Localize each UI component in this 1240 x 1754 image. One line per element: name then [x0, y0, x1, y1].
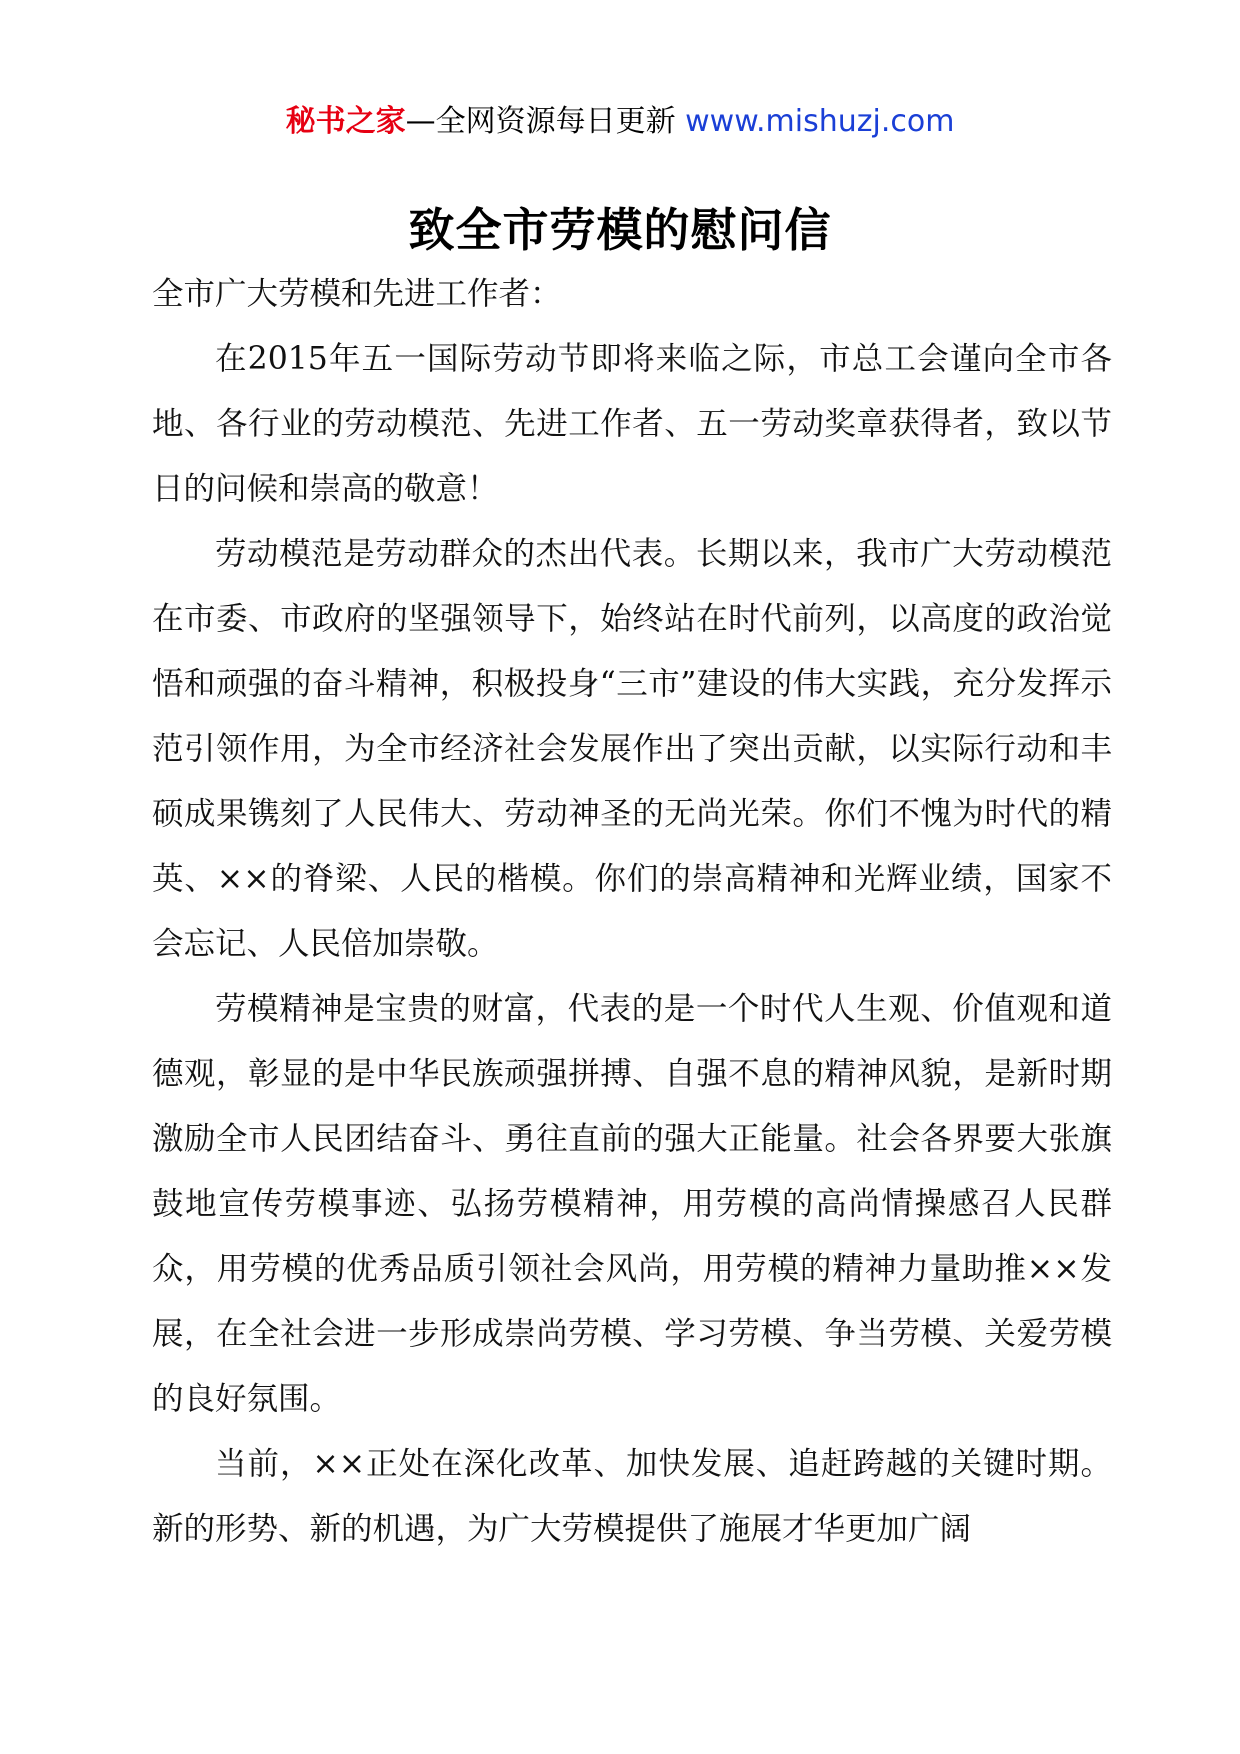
letter-paragraph: 在2015年五一国际劳动节即将来临之际，市总工会谨向全市各地、各行业的劳动模范、先进工作者、五一劳动奖章获得者，致以节日的问候和崇高的敬意！	[152, 341, 1112, 507]
site-brand: 秘书之家	[285, 104, 406, 139]
site-header	[0, 98, 1240, 146]
letter-paragraph: 当前，××正处在深化改革、加快发展、追赶跨越的关键时期。新的形势、新的机遇，为广大劳模提供了施展才华更加广阔	[152, 1446, 1112, 1547]
letter-paragraph: 劳模精神是宝贵的财富，代表的是一个时代人生观、价值观和道德观，彰显的是中华民族顽强拼搏、自强不息的精神风貌，是新时期激励全市人民团结奋斗、勇往直前的强大正能量。社会各界要大张旗鼓地宣传劳模事迹、弘扬劳模精神，用劳模的高尚情操感召人民群众，用劳模的优秀品质引领社会风尚，用劳模的精神力量助推××发展，在全社会进一步形成崇尚劳模、学习劳模、争当劳模、关爱劳模的良好氛围。	[152, 991, 1112, 1417]
letter-body	[152, 262, 1112, 1562]
site-slogan: —全网资源每日更新	[405, 104, 676, 139]
letter-paragraph: 劳动模范是劳动群众的杰出代表。长期以来，我市广大劳动模范在市委、市政府的坚强领导下，始终站在时代前列，以高度的政治觉悟和顽强的奋斗精神，积极投身“三市”建设的伟大实践，充分发挥示范引领作用，为全市经济社会发展作出了突出贡献，以实际行动和丰硕成果镌刻了人民伟大、劳动神圣的无尚光荣。你们不愧为时代的精英、××的脊梁、人民的楷模。你们的崇高精神和光辉业绩，国家不会忘记、人民倍加崇敬。	[152, 536, 1112, 962]
letter-salutation: 全市广大劳模和先进工作者：	[152, 276, 562, 312]
document-title: 致全市劳模的慰问信	[408, 203, 832, 257]
site-url-link[interactable]: www.mishuzj.com	[685, 104, 955, 139]
